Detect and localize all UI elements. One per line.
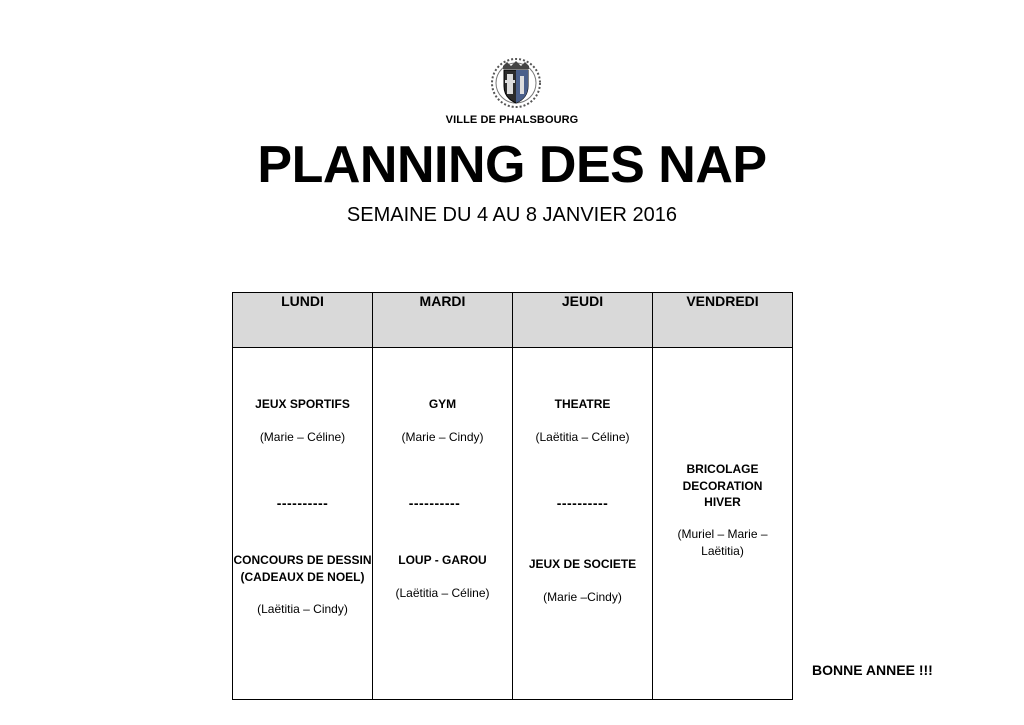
cell-vendredi [653, 348, 793, 700]
lundi-staff-2: (Laëtitia – Cindy) [257, 602, 348, 616]
mardi-activity-1: GYM [428, 397, 457, 411]
town-name: VILLE DE PHALSBOURG [445, 114, 579, 126]
vendredi-activity-line-2: DECORATION [682, 479, 763, 493]
column-header-mardi: MARDI [373, 293, 513, 348]
jeudi-staff-1: (Laëtitia – Céline) [535, 430, 630, 444]
coat-of-arms-icon [489, 56, 543, 110]
activities-row [233, 348, 793, 700]
jeudi-activity-1: THEATRE [554, 397, 611, 411]
mardi-staff-1: (Marie – Cindy) [401, 430, 484, 444]
vendredi-staff-line-1: (Muriel – Marie – [677, 527, 768, 541]
vendredi-activity-line-1: BRICOLAGE [686, 462, 759, 476]
header-row [233, 293, 793, 348]
schedule-table [232, 292, 793, 700]
new-year-greeting: BONNE ANNEE !!! [812, 662, 933, 678]
column-header-vendredi: VENDREDI [653, 293, 793, 348]
jeudi-staff-2: (Marie –Cindy) [543, 590, 622, 604]
column-header-jeudi: JEUDI [513, 293, 653, 348]
cell-lundi [233, 348, 373, 700]
lundi-activity-1: JEUX SPORTIFS [255, 397, 350, 411]
column-header-lundi: LUNDI [233, 293, 373, 348]
mardi-activity-2: LOUP - GAROU [398, 553, 487, 567]
lundi-activity-2-line-1: CONCOURS DE DESSIN [233, 553, 372, 567]
cell-jeudi [513, 348, 653, 700]
mardi-separator: ---------- [408, 495, 461, 511]
mardi-staff-2: (Laëtitia – Céline) [395, 586, 490, 600]
vendredi-staff-line-2: Laëtitia) [701, 544, 744, 558]
jeudi-separator: ---------- [556, 495, 609, 511]
lundi-activity-2-line-2: (CADEAUX DE NOEL) [240, 570, 365, 584]
jeudi-activity-2: JEUX DE SOCIETE [528, 557, 637, 571]
lundi-separator: ---------- [276, 495, 329, 511]
lundi-staff-1: (Marie – Céline) [259, 430, 346, 444]
week-subtitle: SEMAINE DU 4 AU 8 JANVIER 2016 [346, 204, 678, 226]
page-title: PLANNING DES NAP [257, 136, 767, 194]
vendredi-activity-line-3: HIVER [704, 495, 741, 509]
cell-mardi [373, 348, 513, 700]
